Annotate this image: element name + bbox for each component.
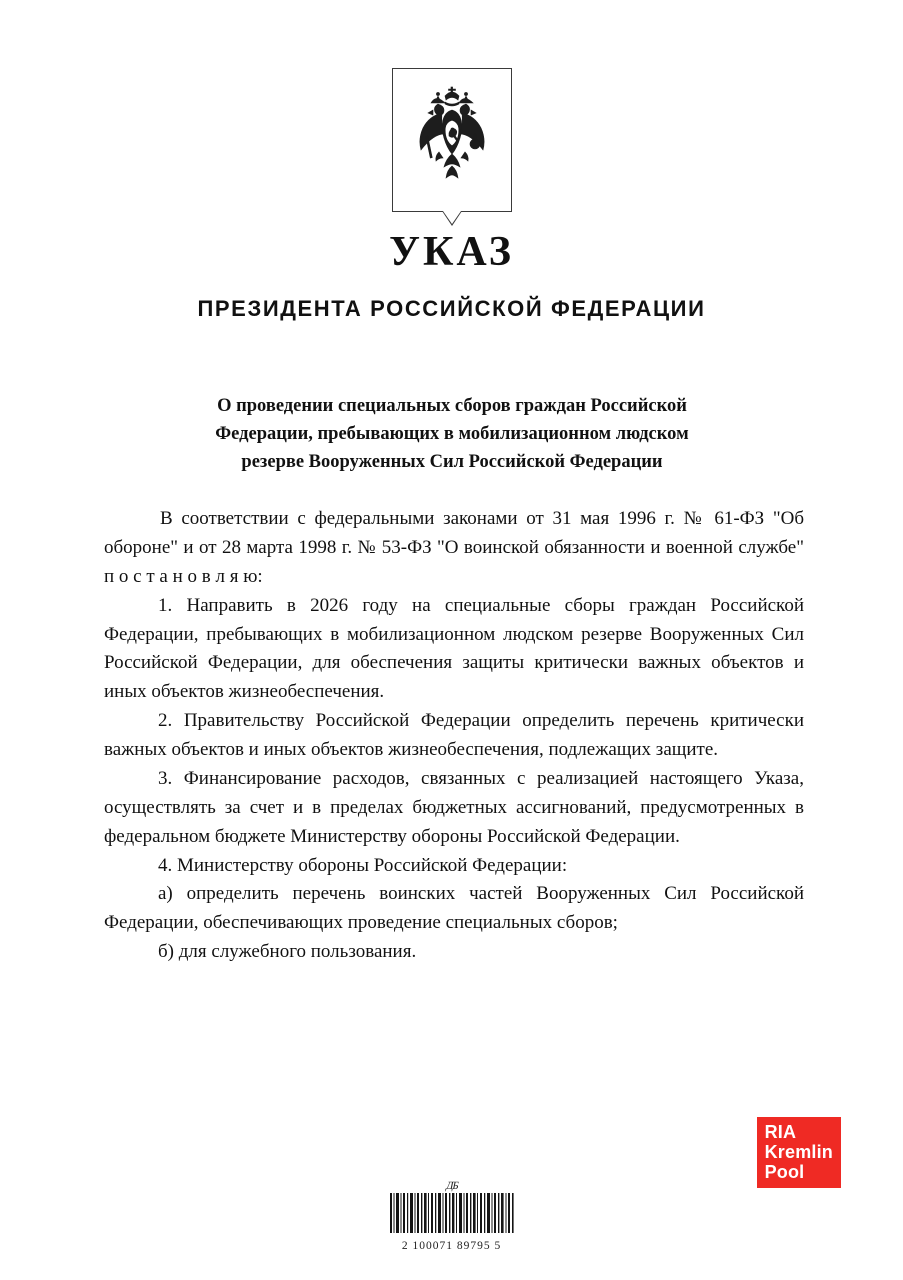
paragraph-item-4b: б) для служебного пользования. [158, 941, 417, 963]
decree-heading-line-1: О проведении специальных сборов граждан Российской [217, 396, 687, 416]
preamble-text-part1: В соответствии с федеральными законами от 31 мая 1996 г. [160, 508, 675, 529]
barcode-digits: 2 100071 89795 5 [401, 1240, 502, 1252]
handwritten-mark: ДБ [444, 1180, 459, 1192]
decree-heading-line-3: резерве Вооруженных Сил Российской Федерации [241, 452, 663, 473]
barcode-icon [390, 1193, 514, 1238]
watermark-line-3: Pool [764, 1161, 805, 1182]
watermark-line-1: RIA [764, 1121, 797, 1142]
paragraph-item-1: 1. Направить в 2026 году на специальные сборы граждан Российской Федерации, пребывающих в мобилизационном людском резерве Вооруженных Сил Российской Федерации, для обеспечения защиты критически важных объектов и иных объектов жизнеобеспечения. [104, 594, 804, 703]
barcode-container [0, 1180, 903, 1252]
page-subtitle: ПРЕЗИДЕНТА РОССИЙСКОЙ ФЕДЕРАЦИИ [197, 296, 706, 321]
paragraph-preamble [104, 505, 804, 592]
paragraph-item-2: 2. Правительству Российской Федерации определить перечень критически важных объектов и иных объектов жизнеобеспечения, подлежащих защите. [104, 710, 804, 760]
emblem-container [0, 68, 903, 212]
paragraph-item-4: 4. Министерству обороны Российской Федерации: [158, 854, 568, 876]
watermark-line-2: Kremlin [764, 1141, 833, 1162]
paragraph-item-3: 3. Финансирование расходов, связанных с реализацией настоящего Указа, осуществлять за счет и в пределах бюджетных ассигнований, предусмотренных в федеральном бюджете Министерству обороны Российской Федерации. [104, 767, 804, 847]
coat-of-arms-frame [392, 68, 512, 212]
page-title: УКАЗ [389, 229, 514, 275]
russian-coat-of-arms-icon [411, 86, 493, 195]
paragraph-item-4a: а) определить перечень воинских частей Вооруженных Сил Российской Федерации, обеспечивающих проведение специальных сборов; [104, 883, 804, 934]
decree-body [104, 505, 804, 967]
decree-heading-line-2: Федерации, пребывающих в мобилизационном людском [215, 424, 689, 445]
preamble-text-part2: № 61-ФЗ "Об обороне" и от 28 марта 1998 г. № 53-ФЗ "О воинской обязанности и военной службе" [104, 508, 804, 558]
decree-heading [152, 392, 752, 476]
watermark-ria-kremlin-pool [757, 1117, 841, 1188]
preamble-verb: п о с т а н о в л я ю: [104, 565, 263, 587]
